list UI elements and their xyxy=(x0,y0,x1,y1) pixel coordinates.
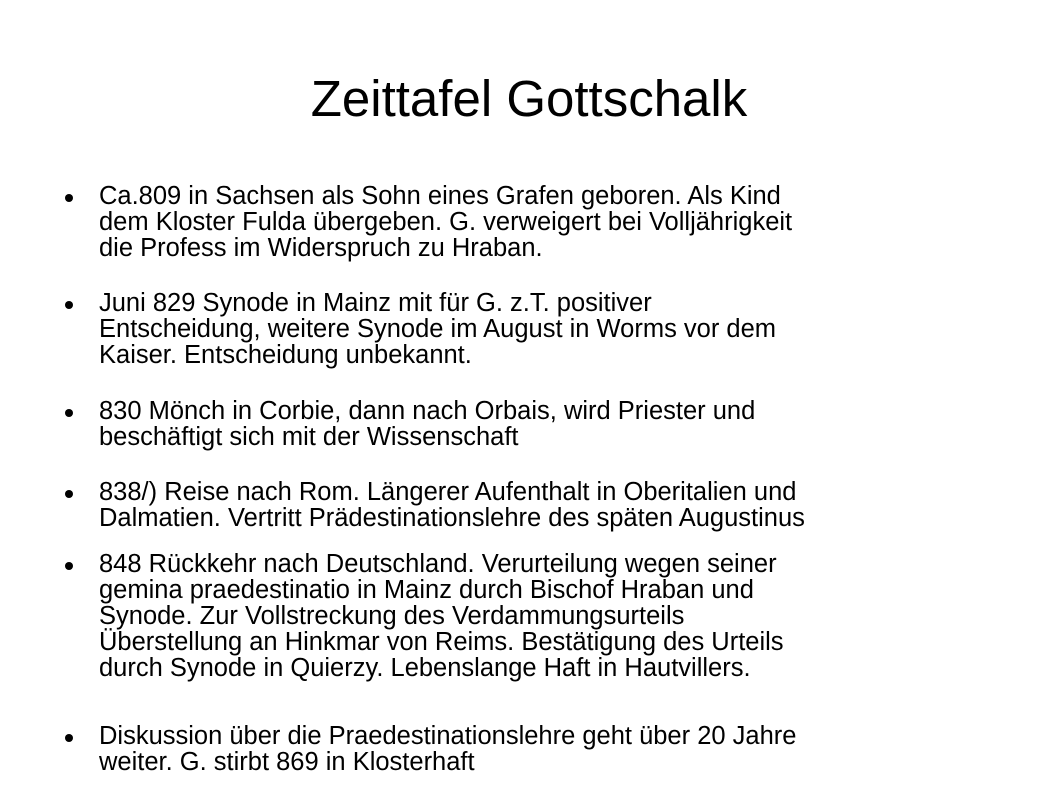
bullet-icon xyxy=(65,301,73,309)
bullet-text: Diskussion über die Praedestinationslehre geht über 20 Jahre weiter. G. stirbt 869 in Klosterhaft xyxy=(99,722,797,776)
bullet-text: Juni 829 Synode in Mainz mit für G. z.T. positiver Entscheidung, weitere Synode im August in Worms vor dem Kaiser. Entscheidung unbekannt. xyxy=(99,289,777,369)
slide-title: Zeittafel Gottschalk xyxy=(310,70,748,127)
bullet-text: 830 Mönch in Corbie, dann nach Orbais, wird Priester und beschäftigt sich mit der Wissenschaft xyxy=(99,397,756,451)
bullet-text: Ca.809 in Sachsen als Sohn eines Grafen geboren. Als Kind dem Kloster Fulda übergeben. G. verweigert bei Volljährigkeit die Profess im Widerspruch zu Hraban. xyxy=(99,182,793,262)
bullet-icon xyxy=(65,194,73,202)
bullet-icon xyxy=(65,409,73,417)
bullet-icon xyxy=(65,562,73,570)
bullet-text: 848 Rückkehr nach Deutschland. Verurteilung wegen seiner gemina praedestinatio in Mainz durch Bischof Hraban und Synode. Zur Vollstreckung des Verdammungsurteils Überstellung an Hinkmar von Reims. Bestätigung des Urteils durch Synode in Quierzy. Lebenslange Haft in Hautvillers. xyxy=(99,550,784,682)
bullet-text: 838/) Reise nach Rom. Längerer Aufenthalt in Oberitalien und Dalmatien. Vertritt Prädestinationslehre des späten Augustinus xyxy=(99,478,805,532)
bullet-icon xyxy=(65,490,73,498)
bullet-icon xyxy=(65,734,73,742)
